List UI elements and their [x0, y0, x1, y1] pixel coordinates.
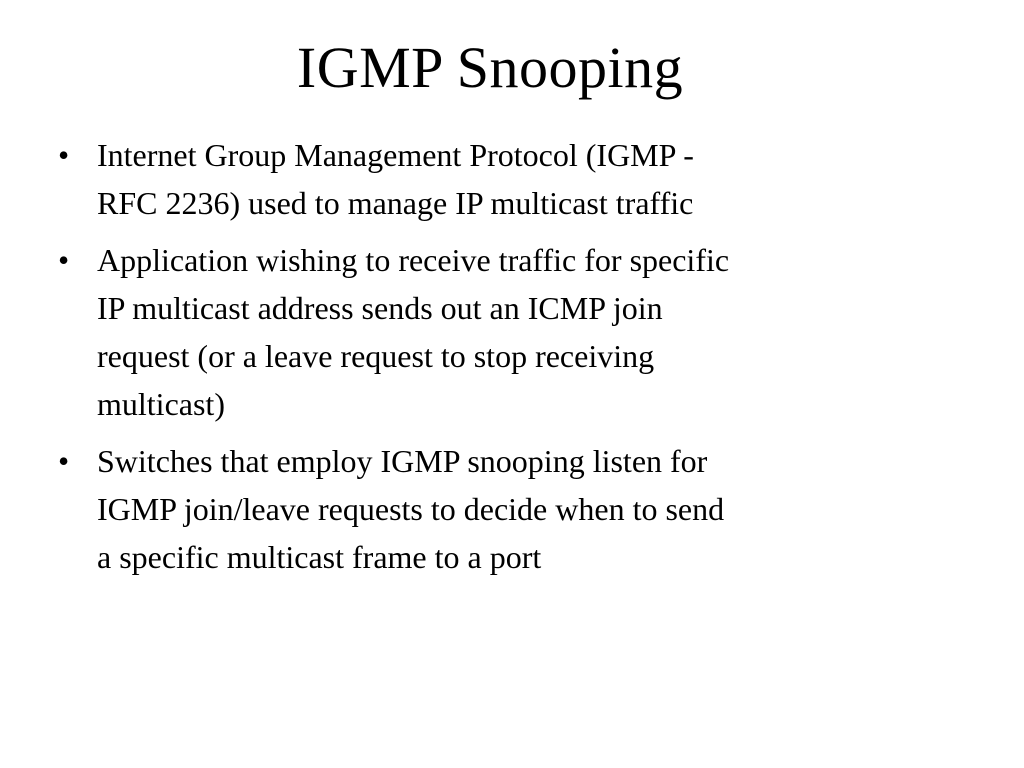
bullet-line: Application wishing to receive traffic for specific	[97, 242, 730, 278]
bullet-line: request (or a leave request to stop receiving	[97, 338, 655, 374]
bullet-line: RFC 2236) used to manage IP multicast traffic	[97, 185, 694, 221]
bullet-item-join-request	[58, 236, 898, 428]
bullet-list	[58, 131, 898, 590]
bullet-item-igmp-protocol	[58, 131, 898, 227]
bullet-item-switch-snooping	[58, 437, 898, 581]
bullet-line: a specific multicast frame to a port	[97, 539, 542, 575]
bullet-icon: •	[58, 137, 70, 173]
slide-title: IGMP Snooping	[296, 35, 684, 100]
bullet-icon: •	[58, 242, 70, 278]
bullet-icon: •	[58, 443, 70, 479]
bullet-line: Switches that employ IGMP snooping listen for	[97, 443, 708, 479]
bullet-line: multicast)	[97, 386, 225, 422]
bullet-line: IP multicast address sends out an ICMP join	[97, 290, 663, 326]
bullet-line: Internet Group Management Protocol (IGMP -	[97, 137, 694, 173]
bullet-line: IGMP join/leave requests to decide when to send	[97, 491, 725, 527]
